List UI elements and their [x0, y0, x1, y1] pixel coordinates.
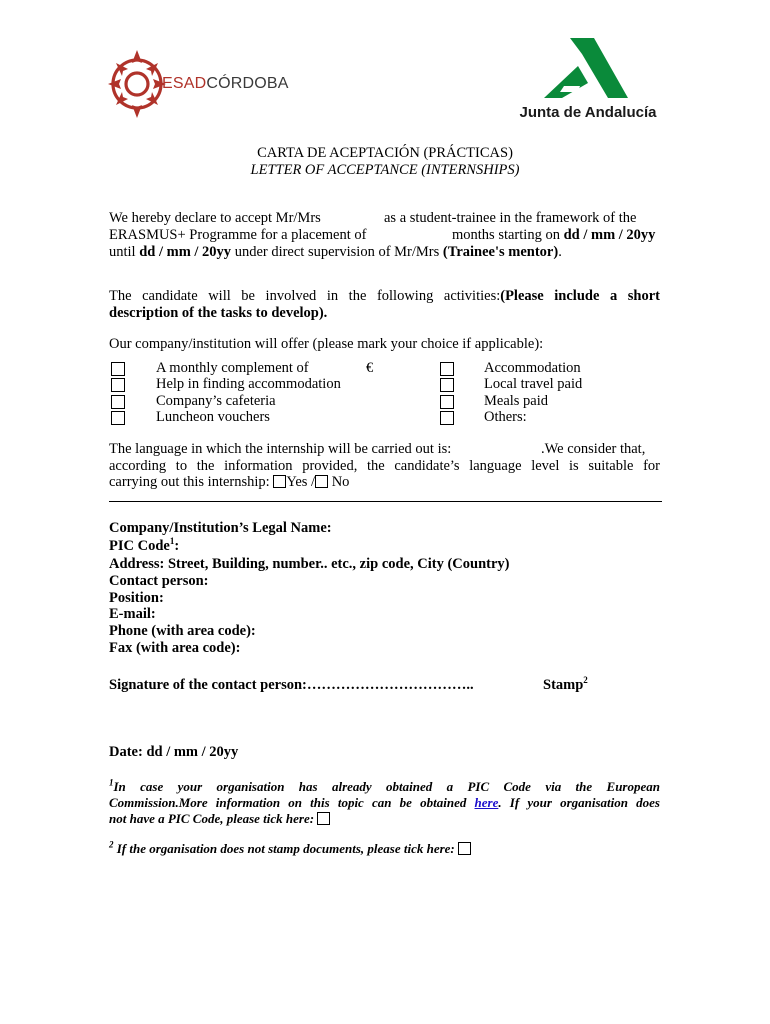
intro-line-3	[109, 244, 562, 261]
esad-cordoba-wordmark	[162, 75, 289, 92]
offer-option-luncheon-vouchers: Luncheon vouchers	[156, 409, 270, 425]
euro-symbol: €	[366, 360, 374, 376]
intro-line-1	[109, 210, 321, 227]
footnote-1-text: . If your organisation does	[498, 795, 660, 810]
offer-option-others: Others:	[484, 409, 527, 425]
pic-info-link[interactable]: here	[474, 795, 499, 810]
activities-line-2	[109, 305, 327, 322]
stamp-text: Stamp	[543, 677, 584, 693]
company-legal-name-label: Company/Institution’s Legal Name:	[109, 520, 332, 536]
pic-code-colon: :	[174, 538, 180, 554]
contact-person-label: Contact person:	[109, 573, 209, 589]
junta-wordmark: Junta de Andalucía	[519, 104, 657, 121]
esad-cordoba-logo	[106, 45, 306, 123]
offer-checkbox-others[interactable]	[440, 411, 454, 425]
intro-text: We hereby declare to accept Mr/Mrs	[109, 210, 321, 226]
junta-de-andalucia-logo	[508, 36, 668, 126]
intro-line-2-right	[452, 227, 655, 244]
intro-text: as a student-trainee in the framework of the	[384, 210, 637, 226]
end-date: dd / mm / 20yy	[139, 244, 232, 260]
offer-checkbox-luncheon-vouchers[interactable]	[111, 411, 125, 425]
pic-code-text: PIC Code	[109, 538, 170, 554]
email-label: E-mail:	[109, 606, 156, 622]
no-pic-code-checkbox[interactable]	[317, 812, 330, 825]
document-title-en: LETTER OF ACCEPTANCE (INTERNSHIPS)	[250, 162, 520, 178]
intro-text: until	[109, 244, 136, 260]
language-no-checkbox[interactable]	[315, 475, 328, 488]
start-date: dd / mm / 20yy	[563, 227, 656, 243]
intro-line-2	[109, 227, 366, 244]
language-line-3	[109, 474, 349, 491]
activities-line-1	[109, 288, 660, 305]
footnote-ref-2: 2	[583, 675, 588, 686]
activities-instruction-2: description of the tasks to develop).	[109, 305, 328, 321]
offer-option-local-travel: Local travel paid	[484, 376, 583, 392]
offer-option-help-accommodation: Help in finding accommodation	[156, 376, 341, 392]
language-line-1: The language in which the internship will be carried out is:	[109, 441, 452, 457]
offer-option-monthly-complement: A monthly complement of	[156, 360, 309, 376]
language-yes-checkbox[interactable]	[273, 475, 286, 488]
section-divider	[109, 501, 662, 502]
language-line-2: according to the information provided, the candidate’s language level is suitable for	[109, 458, 660, 474]
offer-checkbox-monthly-complement[interactable]	[111, 362, 125, 376]
footnote-1-line-2	[109, 794, 660, 811]
offer-option-meals: Meals paid	[484, 393, 549, 409]
document-title-es: CARTA DE ACEPTACIÓN (PRÁCTICAS)	[257, 145, 513, 161]
footnote-1-number: 1	[109, 777, 114, 788]
fax-label: Fax (with area code):	[109, 640, 241, 656]
footnote-2-text: If the organisation does not stamp documents, please tick here:	[116, 841, 455, 856]
language-no-label: No	[331, 474, 350, 490]
junta-emblem-icon	[508, 36, 668, 102]
footnote-2-number: 2	[109, 839, 114, 850]
esad-wordmark-part2: CÓRDOBA	[206, 75, 289, 92]
intro-text: under direct supervision of Mr/Mrs	[234, 244, 440, 260]
esad-star-emblem-icon	[106, 45, 168, 123]
activities-instruction: (Please include a short	[500, 288, 660, 304]
offer-checkbox-local-travel[interactable]	[440, 378, 454, 392]
language-line-1-right: .We consider that,	[541, 441, 646, 457]
offer-checkbox-accommodation[interactable]	[440, 362, 454, 376]
position-label: Position:	[109, 590, 164, 606]
activities-text: The candidate will be involved in the following activities:	[109, 288, 501, 304]
footnote-1-text: Commission.More information on this topic can be obtained	[109, 795, 467, 810]
footnote-1-line-1	[109, 778, 660, 795]
footnote-ref-1: 1	[169, 536, 175, 547]
offer-checkbox-help-accommodation[interactable]	[111, 378, 125, 392]
language-question: carrying out this internship:	[109, 474, 270, 490]
intro-period: .	[558, 244, 562, 260]
language-yes-label: Yes	[286, 474, 308, 490]
esad-wordmark-part1: ESAD	[162, 75, 207, 92]
offer-checkbox-cafeteria[interactable]	[111, 395, 125, 409]
intro-text: ERASMUS+ Programme for a placement of	[109, 227, 367, 243]
address-label: Address: Street, Building, number.. etc., zip code, City (Country)	[109, 556, 510, 572]
signature-label: Signature of the contact person:……………………………..	[109, 677, 474, 693]
no-stamp-checkbox[interactable]	[458, 842, 471, 855]
date-label: Date: dd / mm / 20yy	[109, 744, 239, 760]
language-separator: /	[311, 474, 316, 490]
intro-line-1-right	[384, 210, 636, 227]
footnote-2	[109, 840, 471, 857]
offer-option-cafeteria: Company’s cafeteria	[156, 393, 276, 409]
intro-text: months starting on	[452, 227, 560, 243]
offer-option-accommodation: Accommodation	[484, 360, 581, 376]
offer-heading: Our company/institution will offer (please mark your choice if applicable):	[109, 336, 544, 352]
footnote-1-text: not have a PIC Code, please tick here:	[109, 811, 315, 826]
footnote-1-text: In case your organisation has already obtained a PIC Code via the European	[113, 779, 660, 794]
offer-checkbox-meals[interactable]	[440, 395, 454, 409]
trainee-mentor: (Trainee's mentor)	[442, 244, 559, 260]
stamp-label	[543, 677, 588, 694]
phone-label: Phone (with area code):	[109, 623, 256, 639]
pic-code-label	[109, 538, 179, 555]
footnote-1-line-3	[109, 810, 330, 827]
